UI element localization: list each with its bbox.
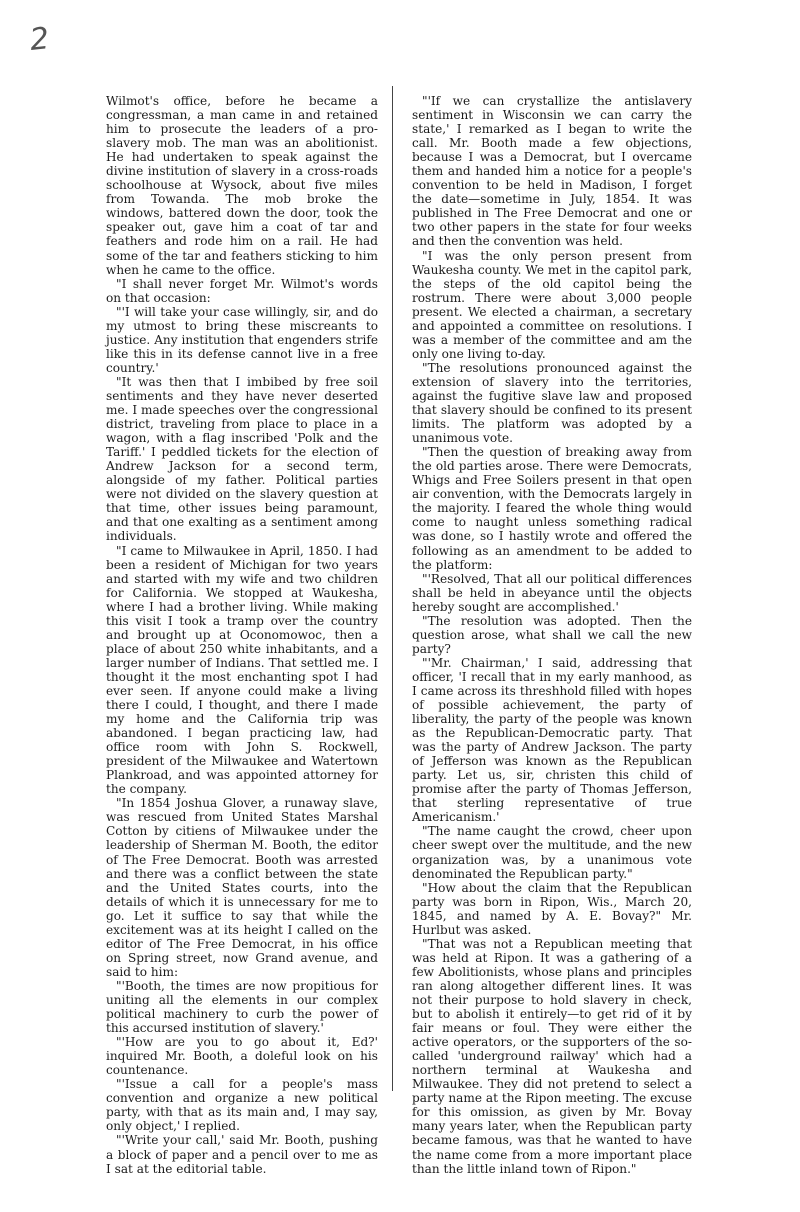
paragraph: "'Resolved, That all our political differences shall be held in abeyance until the objects hereby sought are accomplished.' <box>412 571 692 614</box>
page-number: 2 <box>28 21 51 58</box>
paragraph: "I was the only person present from Waukesha county. We met in the capitol park, the steps of the old capitol being the rostrum. There were about 3,000 people present. We elected a chairman, a secretary and appointed a committee on resolutions. I was a member of the committee and am the only one living to-day. <box>412 248 692 361</box>
left-column <box>106 94 378 1176</box>
column-divider <box>392 86 393 1091</box>
paragraph: "The name caught the crowd, cheer upon cheer swept over the multitude, and the new organization was, by a unanimous vote denominated the Republican party." <box>412 824 692 881</box>
paragraph: Wilmot's office, before he became a congressman, a man came in and retained him to prosecute the leaders of a pro-slavery mob. The man was an abolitionist. He had undertaken to speak against the divine institution of slavery in a cross-roads schoolhouse at Wysock, about five miles from Towanda. The mob broke the windows, battered down the door, took the speaker out, gave him a coat of tar and feathers and rode him on a rail. He had some of the tar and feathers sticking to him when he came to the office. <box>106 94 378 277</box>
right-column <box>412 94 692 1176</box>
paragraph: "'Issue a call for a people's mass convention and organize a new political party, with that as its main and, I may say, only object,' I replied. <box>106 1077 378 1134</box>
paragraph: "'I will take your case willingly, sir, and do my utmost to bring these miscreants to justice. Any institution that engenders strife like this in its defense cannot live in a free country.' <box>106 304 378 375</box>
paragraph: "In 1854 Joshua Glover, a runaway slave, was rescued from United States Marshal Cotton by citiens of Milwaukee under the leadership of Sherman M. Booth, the editor of The Free Democrat. Booth was arrested and there was a conflict between the state and the United States courts, into the details of which it is unnecessary for me to go. Let it suffice to say that while the excitement was at its height I called on the editor of The Free Democrat, in his office on Spring street, now Grand avenue, and said to him: <box>106 796 378 979</box>
paragraph: "I came to Milwaukee in April, 1850. I had been a resident of Michigan for two years and started with my wife and two children for California. We stopped at Waukesha, where I had a brother living. While making this visit I took a tramp over the country and brought up at Oconomowoc, then a place of about 250 white inhabitants, and a larger number of Indians. That settled me. I thought it the most enchanting spot I had ever seen. If anyone could make a living there I could, I thought, and there I made my home and the California trip was abandoned. I began practicing law, had office room with John S. Rockwell, president of the Milwaukee and Watertown Plankroad, and was appointed attorney for the company. <box>106 543 378 797</box>
paragraph: "The resolutions pronounced against the extension of slavery into the territories, against the fugitive slave law and proposed that slavery should be confined to its present limits. The platform was adopted by a unanimous vote. <box>412 360 692 446</box>
paragraph: "That was not a Republican meeting that was held at Ripon. It was a gathering of a few Abolitionists, whose plans and principles ran along altogether different lines. It was not their purpose to hold slavery in check, but to abolish it entirely—to get rid of it by fair means or foul. They were either the active operators, or the supporters of the so-called 'underground railway' which had a northern terminal at Waukesha and Milwaukee. They did not pretend to select a party name at the Ripon meeting. The excuse for this omission, as given by Mr. Bovay many years later, when the Republican party became famous, was that he wanted to have the name come from a more important place than the little inland town of Ripon." <box>412 936 692 1176</box>
paragraph: "'How are you to go about it, Ed?' inquired Mr. Booth, a doleful look on his countenance. <box>106 1035 378 1078</box>
paragraph: "How about the claim that the Republican party was born in Ripon, Wis., March 20, 1845, and named by A. E. Bovay?" Mr. Hurlbut was asked. <box>412 880 692 937</box>
paragraph: "'Write your call,' said Mr. Booth, pushing a block of paper and a pencil over to me as I sat at the editorial table. <box>106 1133 378 1176</box>
paragraph: "'Booth, the times are now propitious for uniting all the elements in our complex political machinery to curb the power of this accursed institution of slavery.' <box>106 978 378 1036</box>
paragraph: "I shall never forget Mr. Wilmot's words on that occasion: <box>106 276 378 305</box>
paragraph: "'If we can crystallize the antislavery sentiment in Wisconsin we can carry the state,' I remarked as I began to write the call. Mr. Booth made a few objections, because I was a Democrat, but I overcame them and handed him a notice for a people's convention to be held in Madison, I forget the date—sometime in July, 1854. It was published in The Free Democrat and one or two other papers in the state for four weeks and then the convention was held. <box>412 94 692 249</box>
paragraph: "Then the question of breaking away from the old parties arose. There were Democrats, Whigs and Free Soilers present in that open air convention, with the Democrats largely in the majority. I feared the whole thing would come to naught unless something radical was done, so I hastily wrote and offered the following as an amendment to be added to the platform: <box>412 445 692 572</box>
paragraph: "The resolution was adopted. Then the question arose, what shall we call the new party? <box>412 613 692 656</box>
paragraph: "'Mr. Chairman,' I said, addressing that officer, 'I recall that in my early manhood, as I came across its threshhold filled with hopes of possible achievement, the party of liberality, the party of the people was known as the Republican-Democratic party. That was the party of Andrew Jackson. The party of Jefferson was known as the Republican party. Let us, sir, christen this child of promise after the party of Thomas Jefferson, that sterling representative of true Americanism.' <box>412 655 692 825</box>
paragraph: "It was then that I imbibed by free soil sentiments and they have never deserted me. I made speeches over the congressional district, traveling from place to place in a wagon, with a flag inscribed 'Polk and the Tariff.' I peddled tickets for the election of Andrew Jackson for a second term, alongside of my father. Political parties were not divided on the slavery question at that time, other issues being paramount, and that one exalting as a sentiment among individuals. <box>106 374 378 544</box>
